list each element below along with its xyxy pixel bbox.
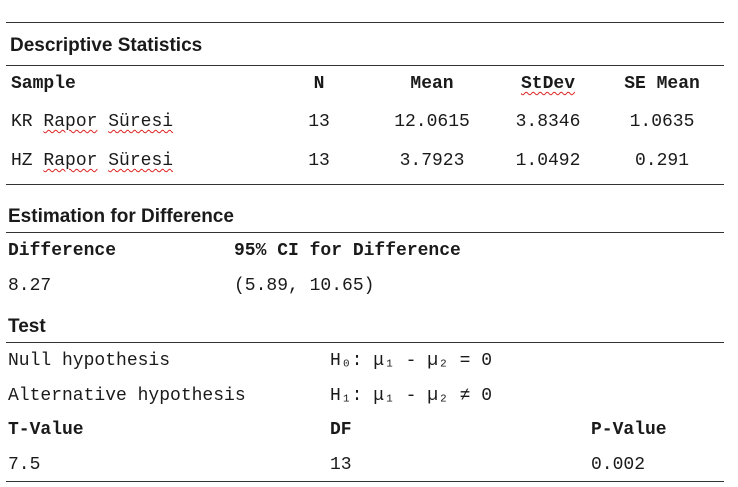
null-hypothesis-label: Null hypothesis (8, 351, 171, 371)
header-stdev: StDev (520, 74, 575, 94)
table-cell-stdev: 3.8346 (515, 112, 581, 132)
null-hypothesis-value: H₀: μ₁ - µ₂ = 0 (330, 351, 493, 371)
table-cell-mean: 12.0615 (394, 112, 470, 132)
table-cell-se-mean: 1.0635 (629, 112, 695, 132)
estimation-title-rule (6, 232, 724, 233)
descriptive-bottom-rule (6, 184, 724, 185)
alternative-hypothesis-value: H₁: μ₁ - µ₂ ≠ 0 (330, 386, 493, 406)
sample-word: Süresi (108, 151, 174, 171)
header-ci-for-difference: 95% CI for Difference (234, 241, 461, 261)
df-value: 13 (330, 455, 352, 475)
t-value: 7.5 (8, 455, 41, 475)
p-value: 0.002 (591, 455, 646, 475)
header-mean: Mean (410, 74, 454, 94)
header-df: DF (330, 420, 352, 440)
sample-word: Rapor (43, 151, 98, 171)
difference-value: 8.27 (8, 276, 52, 296)
sample-word: Süresi (108, 112, 174, 132)
table-cell-se-mean: 0.291 (634, 151, 689, 171)
sample-prefix: HZ (11, 151, 33, 171)
table-cell-mean: 3.7923 (399, 151, 465, 171)
header-n: N (313, 74, 325, 94)
header-sample: Sample (11, 74, 76, 94)
table-row-sample (11, 112, 173, 132)
alternative-hypothesis-label: Alternative hypothesis (8, 386, 246, 406)
descriptive-statistics-title: Descriptive Statistics (10, 35, 203, 56)
table-cell-n: 13 (308, 112, 330, 132)
top-rule (6, 22, 724, 23)
table-cell-stdev: 1.0492 (515, 151, 581, 171)
estimation-title: Estimation for Difference (8, 206, 234, 227)
table-cell-n: 13 (308, 151, 330, 171)
header-p-value: P-Value (591, 420, 667, 440)
bottom-rule (6, 481, 724, 482)
header-t-value: T-Value (8, 420, 84, 440)
header-difference: Difference (8, 241, 117, 261)
sample-word: Rapor (43, 112, 98, 132)
ci-value: (5.89, 10.65) (234, 276, 375, 296)
test-title-rule (6, 342, 724, 343)
descriptive-title-rule (6, 65, 724, 66)
table-row-sample (11, 151, 173, 171)
test-title: Test (8, 316, 46, 337)
sample-prefix: KR (11, 112, 33, 132)
header-se-mean: SE Mean (624, 74, 700, 94)
